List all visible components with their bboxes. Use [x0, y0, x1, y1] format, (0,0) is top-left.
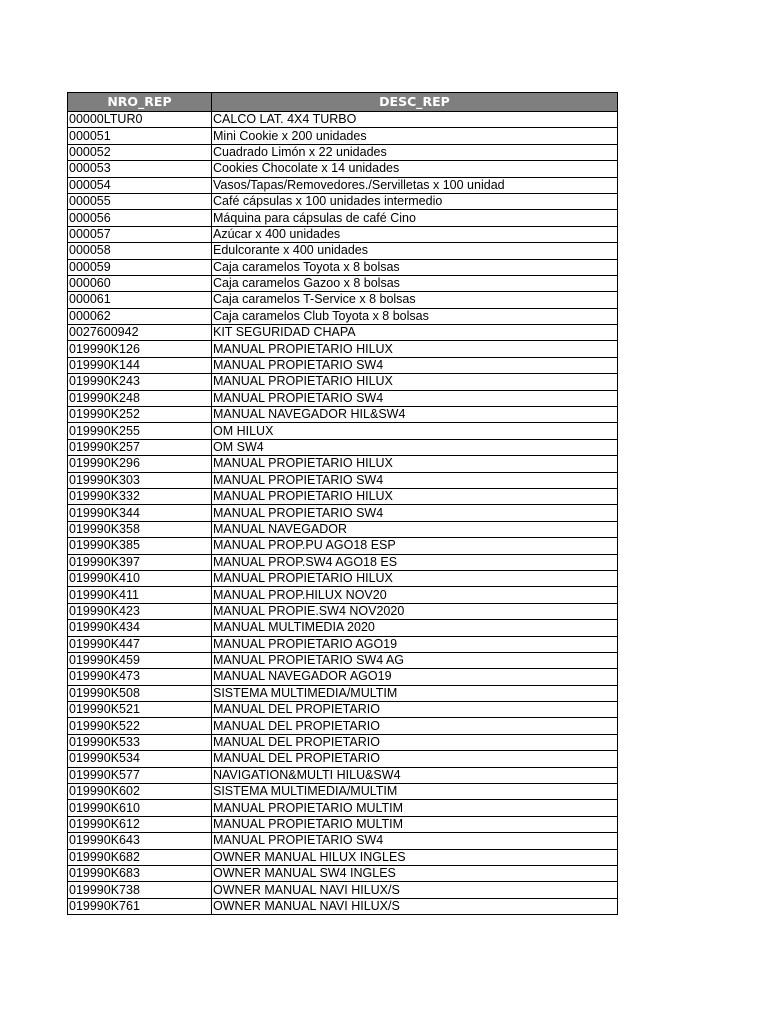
cell-desc-rep[interactable]: MANUAL DEL PROPIETARIO: [212, 702, 618, 718]
table-row: [68, 275, 618, 291]
cell-nro-rep[interactable]: 019990K533: [68, 734, 212, 750]
table-row: [68, 341, 618, 357]
cell-desc-rep[interactable]: MANUAL PROPIETARIO HILUX: [212, 570, 618, 586]
column-header-nro-rep[interactable]: NRO_REP: [68, 93, 212, 112]
table-row: [68, 718, 618, 734]
table-row: [68, 161, 618, 177]
cell-nro-rep[interactable]: 00000LTUR0: [68, 112, 212, 128]
cell-desc-rep[interactable]: Caja caramelos Toyota x 8 bolsas: [212, 259, 618, 275]
cell-nro-rep[interactable]: 0027600942: [68, 325, 212, 341]
table-row: [68, 784, 618, 800]
cell-nro-rep[interactable]: 000060: [68, 275, 212, 291]
cell-desc-rep[interactable]: MANUAL PROPIETARIO MULTIM: [212, 816, 618, 832]
cell-desc-rep[interactable]: Caja caramelos T-Service x 8 bolsas: [212, 292, 618, 308]
cell-nro-rep[interactable]: 000051: [68, 128, 212, 144]
cell-nro-rep[interactable]: 019990K332: [68, 488, 212, 504]
cell-nro-rep[interactable]: 019990K508: [68, 685, 212, 701]
table-row: [68, 505, 618, 521]
table-row: [68, 390, 618, 406]
table-row: [68, 243, 618, 259]
table-row: [68, 112, 618, 128]
cell-desc-rep[interactable]: NAVIGATION&MULTI HILU&SW4: [212, 767, 618, 783]
cell-nro-rep[interactable]: 019990K296: [68, 456, 212, 472]
table-row: [68, 849, 618, 865]
cell-nro-rep[interactable]: 019990K252: [68, 407, 212, 423]
cell-nro-rep[interactable]: 019990K577: [68, 767, 212, 783]
cell-nro-rep[interactable]: 000057: [68, 226, 212, 242]
cell-nro-rep[interactable]: 019990K257: [68, 439, 212, 455]
cell-desc-rep[interactable]: MANUAL PROPIETARIO SW4: [212, 833, 618, 849]
cell-desc-rep[interactable]: MANUAL PROPIETARIO SW4: [212, 357, 618, 373]
table-row: [68, 800, 618, 816]
cell-nro-rep[interactable]: 019990K738: [68, 882, 212, 898]
table-row: [68, 407, 618, 423]
cell-nro-rep[interactable]: 019990K473: [68, 669, 212, 685]
cell-desc-rep[interactable]: Máquina para cápsulas de café Cino: [212, 210, 618, 226]
column-header-desc-rep[interactable]: DESC_REP: [212, 93, 618, 112]
cell-desc-rep[interactable]: MANUAL PROPIETARIO SW4: [212, 505, 618, 521]
table-row: [68, 456, 618, 472]
table-row: [68, 374, 618, 390]
cell-nro-rep[interactable]: 019990K344: [68, 505, 212, 521]
cell-nro-rep[interactable]: 019990K248: [68, 390, 212, 406]
cell-desc-rep[interactable]: MANUAL PROPIETARIO HILUX: [212, 341, 618, 357]
table-row: [68, 423, 618, 439]
cell-nro-rep[interactable]: 019990K243: [68, 374, 212, 390]
table-row: [68, 685, 618, 701]
cell-desc-rep[interactable]: MANUAL NAVEGADOR HIL&SW4: [212, 407, 618, 423]
cell-desc-rep[interactable]: SISTEMA MULTIMEDIA/MULTIM: [212, 685, 618, 701]
cell-desc-rep[interactable]: MANUAL PROP.HILUX NOV20: [212, 587, 618, 603]
cell-desc-rep[interactable]: OWNER MANUAL NAVI HILUX/S: [212, 882, 618, 898]
cell-desc-rep[interactable]: MANUAL DEL PROPIETARIO: [212, 718, 618, 734]
table-row: [68, 620, 618, 636]
table-row: [68, 210, 618, 226]
cell-nro-rep[interactable]: 019990K610: [68, 800, 212, 816]
cell-nro-rep[interactable]: 019990K397: [68, 554, 212, 570]
table-row: [68, 472, 618, 488]
table-row: [68, 177, 618, 193]
cell-nro-rep[interactable]: 019990K761: [68, 898, 212, 914]
cell-nro-rep[interactable]: 000059: [68, 259, 212, 275]
cell-desc-rep[interactable]: Mini Cookie x 200 unidades: [212, 128, 618, 144]
cell-desc-rep[interactable]: MANUAL PROPIETARIO HILUX: [212, 488, 618, 504]
cell-nro-rep[interactable]: 019990K410: [68, 570, 212, 586]
table-row: [68, 259, 618, 275]
parts-table: [67, 92, 618, 915]
cell-nro-rep[interactable]: 000055: [68, 193, 212, 209]
cell-nro-rep[interactable]: 019990K643: [68, 833, 212, 849]
table-row: [68, 521, 618, 537]
cell-desc-rep[interactable]: Caja caramelos Gazoo x 8 bolsas: [212, 275, 618, 291]
cell-nro-rep[interactable]: 019990K682: [68, 849, 212, 865]
cell-nro-rep[interactable]: 019990K126: [68, 341, 212, 357]
cell-nro-rep[interactable]: 019990K602: [68, 784, 212, 800]
table-row: [68, 292, 618, 308]
table-row: [68, 734, 618, 750]
cell-desc-rep[interactable]: MANUAL NAVEGADOR AGO19: [212, 669, 618, 685]
cell-nro-rep[interactable]: 019990K521: [68, 702, 212, 718]
table-body: [68, 112, 618, 915]
cell-desc-rep[interactable]: Vasos/Tapas/Removedores./Servilletas x 100 unidad: [212, 177, 618, 193]
cell-desc-rep[interactable]: KIT SEGURIDAD CHAPA: [212, 325, 618, 341]
cell-desc-rep[interactable]: MANUAL PROPIETARIO SW4: [212, 390, 618, 406]
cell-desc-rep[interactable]: SISTEMA MULTIMEDIA/MULTIM: [212, 784, 618, 800]
table-row: [68, 898, 618, 914]
table-row: [68, 833, 618, 849]
cell-desc-rep[interactable]: MANUAL PROPIETARIO AGO19: [212, 636, 618, 652]
cell-desc-rep[interactable]: MANUAL PROP.PU AGO18 ESP: [212, 538, 618, 554]
cell-nro-rep[interactable]: 019990K358: [68, 521, 212, 537]
table-row: [68, 128, 618, 144]
cell-nro-rep[interactable]: 000061: [68, 292, 212, 308]
cell-nro-rep[interactable]: 000058: [68, 243, 212, 259]
cell-nro-rep[interactable]: 019990K385: [68, 538, 212, 554]
cell-desc-rep[interactable]: MANUAL PROPIETARIO HILUX: [212, 374, 618, 390]
cell-nro-rep[interactable]: 019990K434: [68, 620, 212, 636]
cell-desc-rep[interactable]: MANUAL DEL PROPIETARIO: [212, 734, 618, 750]
cell-desc-rep[interactable]: MANUAL PROP.SW4 AGO18 ES: [212, 554, 618, 570]
header-row: [68, 93, 618, 112]
cell-nro-rep[interactable]: 019990K303: [68, 472, 212, 488]
cell-desc-rep[interactable]: OM SW4: [212, 439, 618, 455]
cell-nro-rep[interactable]: 000056: [68, 210, 212, 226]
table-row: [68, 538, 618, 554]
cell-desc-rep[interactable]: OWNER MANUAL HILUX INGLES: [212, 849, 618, 865]
cell-nro-rep[interactable]: 019990K522: [68, 718, 212, 734]
cell-desc-rep[interactable]: Azúcar x 400 unidades: [212, 226, 618, 242]
table-row: [68, 308, 618, 324]
table-row: [68, 767, 618, 783]
table-row: [68, 193, 618, 209]
table-row: [68, 144, 618, 160]
cell-nro-rep[interactable]: 019990K423: [68, 603, 212, 619]
cell-desc-rep[interactable]: MANUAL NAVEGADOR: [212, 521, 618, 537]
cell-desc-rep[interactable]: OWNER MANUAL SW4 INGLES: [212, 865, 618, 881]
cell-nro-rep[interactable]: 019990K255: [68, 423, 212, 439]
cell-desc-rep[interactable]: Café cápsulas x 100 unidades intermedio: [212, 193, 618, 209]
table-row: [68, 669, 618, 685]
table-row: [68, 570, 618, 586]
cell-nro-rep[interactable]: 019990K683: [68, 865, 212, 881]
cell-nro-rep[interactable]: 019990K612: [68, 816, 212, 832]
cell-nro-rep[interactable]: 000062: [68, 308, 212, 324]
cell-nro-rep[interactable]: 000054: [68, 177, 212, 193]
cell-desc-rep[interactable]: Edulcorante x 400 unidades: [212, 243, 618, 259]
cell-desc-rep[interactable]: Cuadrado Limón x 22 unidades: [212, 144, 618, 160]
cell-desc-rep[interactable]: MANUAL PROPIETARIO MULTIM: [212, 800, 618, 816]
cell-nro-rep[interactable]: 019990K411: [68, 587, 212, 603]
table-row: [68, 882, 618, 898]
table-row: [68, 702, 618, 718]
cell-nro-rep[interactable]: 019990K144: [68, 357, 212, 373]
cell-desc-rep[interactable]: MANUAL PROPIETARIO SW4 AG: [212, 652, 618, 668]
table-row: [68, 603, 618, 619]
table-row: [68, 439, 618, 455]
cell-nro-rep[interactable]: 019990K447: [68, 636, 212, 652]
table-row: [68, 816, 618, 832]
cell-desc-rep[interactable]: MANUAL PROPIE.SW4 NOV2020: [212, 603, 618, 619]
cell-desc-rep[interactable]: MANUAL PROPIETARIO SW4: [212, 472, 618, 488]
cell-nro-rep[interactable]: 019990K534: [68, 751, 212, 767]
cell-desc-rep[interactable]: OWNER MANUAL NAVI HILUX/S: [212, 898, 618, 914]
table-row: [68, 587, 618, 603]
table-row: [68, 325, 618, 341]
table-row: [68, 751, 618, 767]
table-row: [68, 865, 618, 881]
cell-desc-rep[interactable]: CALCO LAT. 4X4 TURBO: [212, 112, 618, 128]
cell-desc-rep[interactable]: Caja caramelos Club Toyota x 8 bolsas: [212, 308, 618, 324]
cell-nro-rep[interactable]: 000053: [68, 161, 212, 177]
table-row: [68, 636, 618, 652]
cell-nro-rep[interactable]: 000052: [68, 144, 212, 160]
table-row: [68, 652, 618, 668]
cell-desc-rep[interactable]: MANUAL DEL PROPIETARIO: [212, 751, 618, 767]
table-row: [68, 226, 618, 242]
cell-desc-rep[interactable]: Cookies Chocolate x 14 unidades: [212, 161, 618, 177]
cell-desc-rep[interactable]: OM HILUX: [212, 423, 618, 439]
cell-nro-rep[interactable]: 019990K459: [68, 652, 212, 668]
table-row: [68, 554, 618, 570]
table-row: [68, 357, 618, 373]
table-row: [68, 488, 618, 504]
cell-desc-rep[interactable]: MANUAL PROPIETARIO HILUX: [212, 456, 618, 472]
cell-desc-rep[interactable]: MANUAL MULTIMEDIA 2020: [212, 620, 618, 636]
